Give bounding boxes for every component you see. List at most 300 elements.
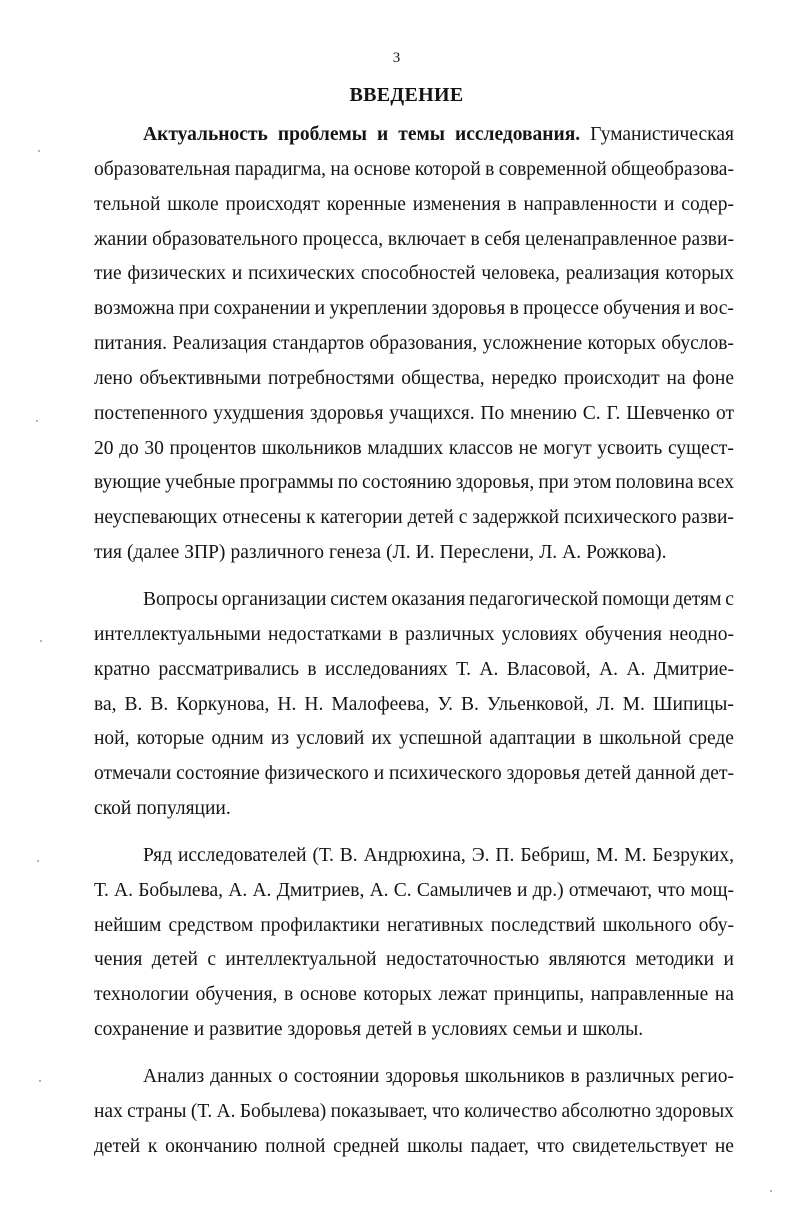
word: Шипицы- [652,693,734,715]
word: школы [407,1135,463,1157]
word: вующие [94,472,161,494]
word: чения [94,949,143,971]
word: А. [228,879,248,901]
scan-speck [36,420,38,422]
word: классов [448,437,513,459]
text-line [94,618,734,653]
word: процесса, [302,228,384,250]
word: др.) [532,879,564,901]
word: коренные [326,193,406,215]
word: А. [114,879,134,901]
word: на [666,367,686,389]
text-line [94,874,734,909]
paragraph [94,583,734,827]
text-line [94,1130,734,1165]
word: здоровья [309,402,384,424]
text-line [94,583,734,618]
text-line [94,188,734,223]
word: школе [167,193,219,215]
word: организации [221,588,327,610]
word: всех [697,472,734,494]
word: потребностями [267,367,395,389]
word: детям [673,588,722,610]
word: Реализация [172,333,268,355]
word: нейшим [94,914,162,936]
word: регио- [680,1065,734,1087]
word: состоянию [362,472,452,494]
word: в [388,623,399,645]
word: семьи [512,1019,562,1041]
word: страны [127,1100,187,1122]
word: школьников [261,437,362,459]
word: не [518,437,538,459]
word: интеллектуальными [94,623,261,645]
paragraph-gap [94,571,734,583]
word: что [536,1135,565,1157]
text-line [94,223,734,258]
text-line [94,292,734,327]
text-line [94,1013,734,1048]
word: абсолютно [561,1100,652,1122]
word: содер- [681,193,734,215]
word: 20 [94,437,114,459]
word: ЗПР) [184,542,226,564]
word: сохранение [94,1019,189,1041]
word: в [485,158,495,180]
word: современной [498,158,607,180]
word: возможна [94,298,175,320]
word: детей [584,763,632,785]
word: различных [585,1065,675,1087]
word: недостаточностью [386,949,540,971]
word: В. [460,693,479,715]
word: Бобылева) [239,1100,327,1122]
word: физического [264,763,369,785]
word: (Т. [190,1100,213,1122]
word: парадигма, [234,158,327,180]
word: и [723,949,734,971]
word: общеобразова- [611,158,734,180]
word: помощи [602,588,670,610]
word: в [307,658,317,680]
word: психического [388,763,502,785]
word: оказания [391,588,466,610]
word: тия [94,542,122,564]
text-line [94,653,734,688]
word: А. [216,1100,236,1122]
word: при [178,298,210,320]
word: А. [479,658,499,680]
word: реализация [565,263,660,285]
word: которые [136,728,205,750]
text-line [94,327,734,362]
word: Власовой, [506,658,591,680]
word: обучения [603,298,681,320]
word: питания. [94,333,168,355]
word: категории [320,507,403,529]
word: направленные [590,984,709,1006]
word: состояние [176,763,260,785]
word: ва, [94,693,117,715]
word: Безруких, [652,844,734,866]
word: по [337,472,358,494]
word: технологии [94,984,189,1006]
word: тельной [94,193,161,215]
word: условиях [431,1019,508,1041]
text-line [94,257,734,292]
word: психических [248,263,356,285]
word: Н. [304,693,324,715]
word: здоровья, [455,472,535,494]
word: и [231,263,243,285]
word: и [664,193,675,215]
word: детей [151,949,198,971]
word: Т. [94,879,109,901]
word: детей [94,1135,141,1157]
word: Анализ [143,1065,205,1087]
word: (Т. [312,844,334,866]
word: А. [599,658,619,680]
word: с [725,588,734,610]
word: постепенного [94,402,208,424]
text-line [94,978,734,1013]
word: Андрюхина, [363,844,466,866]
word: окончанию [165,1135,258,1157]
word: генеза [328,542,382,564]
word: С. [582,402,601,424]
word: Актуальность [143,124,268,145]
word: исследователей [177,844,307,866]
word: школьного [602,914,692,936]
word: в [570,1065,580,1087]
word: Э. [471,844,490,866]
word: ской [94,798,132,820]
word: Малофеева, [331,693,430,715]
word: Л. [596,693,615,715]
word: и [193,1019,205,1041]
word: и [373,763,385,785]
text-line [94,792,734,827]
word: здоровья [431,298,506,320]
word: успешной [398,728,483,750]
text-line [94,1060,734,1095]
word: средством [168,914,254,936]
word: В. [150,693,169,715]
scan-speck [40,640,42,642]
word: отмечают, [568,879,653,901]
word: различного [230,542,324,564]
word: здоровья [385,1065,459,1087]
word: М. [622,693,645,715]
word: к [305,507,316,529]
word: последствий [490,914,596,936]
word: Ульенковой, [486,693,589,715]
word: и [684,298,696,320]
word: Вопросы [143,588,218,610]
word: Рожкова). [586,542,667,564]
word: М. [596,844,619,866]
word: негативных [386,914,484,936]
word: программы [239,472,334,494]
word: этом [573,472,612,494]
word: психического [563,507,677,529]
word: 30 [144,437,164,459]
word: тие [94,263,122,285]
word: А. [626,658,646,680]
word: способностей [360,263,476,285]
word: здоровых [655,1100,734,1122]
paragraph [94,1060,734,1165]
word: Г. [606,402,621,424]
word: происходят [225,193,320,215]
word: усвоить [597,437,663,459]
word: младших [367,437,444,459]
word: основе [299,984,357,1006]
word: А. [562,542,582,564]
word: фоне [692,367,734,389]
word: о [278,1065,289,1087]
word: состоянии [293,1065,380,1087]
word: количество [464,1100,558,1122]
word: Л. [539,542,558,564]
word: отмечали [94,763,172,785]
word: Бобылева, [138,879,224,901]
word: Переслени, [439,542,535,564]
word: половина [615,472,694,494]
word: с [207,949,216,971]
word: что [657,879,686,901]
word: разви- [681,507,734,529]
word: себя [484,228,521,250]
word: на [330,158,350,180]
text-line [94,153,734,188]
word: из [270,728,290,750]
word: лено [94,367,133,389]
word: полной [265,1135,326,1157]
word: происходит [563,367,660,389]
word: Коркунова, [176,693,270,715]
word: школы. [582,1019,644,1041]
word: основе [353,158,411,180]
word: отнесены [222,507,302,529]
word: физических [127,263,226,285]
word: данной [635,763,696,785]
word: могут [543,437,592,459]
word: здоровья [287,1019,362,1041]
word: усложнение [482,333,583,355]
word: здоровья [506,763,581,785]
word: образования, [369,333,478,355]
word: которых [665,263,734,285]
word: условиях [501,623,578,645]
text-line [94,432,734,467]
word: По [480,402,505,424]
word: которых [363,984,432,1006]
word: нах [94,1100,123,1122]
word: У. [437,693,453,715]
word: исследования. [454,124,581,145]
word: укреплении [329,298,428,320]
word: Дмитрие- [653,658,734,680]
word: (Л. [386,542,411,564]
word: темы [398,124,445,145]
paragraph [94,839,734,1048]
page-title: ВВЕДЕНИЕ [349,84,464,106]
word: свидетельствует [572,1135,708,1157]
word: мощ- [690,879,734,901]
word: В. [339,844,358,866]
word: в [507,193,517,215]
word: в [470,228,480,250]
word: изменения [412,193,501,215]
word: А. [252,879,272,901]
word: ухудшения [213,402,305,424]
word: школьной [599,728,682,750]
word: образовательного [152,228,298,250]
word: включает [387,228,466,250]
word: данных [210,1065,273,1087]
word: процентов [169,437,257,459]
word: А. [369,879,389,901]
page-number: 3 [392,50,401,66]
word: М. [624,844,647,866]
word: Шевченко [626,402,711,424]
word: которых [587,333,657,355]
word: являются [548,949,626,971]
word: целенаправленное [524,228,677,250]
word: одним [211,728,264,750]
word: Н. [277,693,297,715]
word: не [714,1135,734,1157]
word: рассматривались [158,658,299,680]
word: в [417,1019,427,1041]
text-line [94,722,734,757]
word: нередко [491,367,557,389]
text-line [94,757,734,792]
word: от [715,402,734,424]
scan-speck [37,860,39,862]
word: которой [414,158,481,180]
word: вос- [699,298,734,320]
word: разви- [681,228,734,250]
word: С. [393,879,412,901]
word: общества, [401,367,485,389]
text-line [94,397,734,432]
word: процессе [523,298,599,320]
scan-speck [770,1190,772,1192]
word: образовательная [94,158,231,180]
word: их [371,728,392,750]
word: на [714,984,734,1006]
word: лежат [438,984,488,1006]
word: Самыличев [416,879,512,901]
word: обучения, [195,984,278,1006]
word: показывает, [330,1100,428,1122]
word: мнению [510,402,577,424]
word: Дмитриев, [276,879,365,901]
word: в [509,298,519,320]
word: (далее [126,542,180,564]
word: профилактики [260,914,380,936]
word: школьников [464,1065,565,1087]
word: обуслов- [661,333,734,355]
word: среде [688,728,734,750]
word: и [567,1019,578,1041]
text-line [94,943,734,978]
word: неодно- [669,623,734,645]
text-line [94,501,734,536]
word: что [431,1100,460,1122]
word: П. [495,844,515,866]
word: исследованиях [325,658,448,680]
word: адаптации [489,728,576,750]
text-line [94,118,734,153]
word: проблемы [277,124,368,145]
word: ной, [94,728,130,750]
word: человека, [481,263,560,285]
word: неуспевающих [94,507,218,529]
word: учащихся. [389,402,475,424]
text-line [94,362,734,397]
scan-speck [38,150,40,152]
word: задержкой [472,507,560,529]
word: учебные [165,472,236,494]
word: И. [415,542,435,564]
word: обучения [584,623,662,645]
word: сущест- [667,437,734,459]
word: популяции. [136,798,231,820]
paragraph-gap [94,827,734,839]
word: методики [635,949,715,971]
word: средней [333,1135,400,1157]
word: дет- [700,763,734,785]
word: и [517,879,528,901]
text-line [94,909,734,944]
word: различных [405,623,495,645]
word: обу- [698,914,734,936]
text-line [94,536,734,571]
word: жании [94,228,148,250]
word: в [582,728,592,750]
word: интеллектуальной [225,949,377,971]
word: объективными [139,367,262,389]
word: детей [366,1019,413,1041]
word: в [284,984,294,1006]
word: стандартов [272,333,365,355]
word: и [377,124,389,145]
word: к [147,1135,158,1157]
word: развитие [209,1019,283,1041]
text-line [94,466,734,501]
text-line [94,839,734,874]
scan-speck [39,1080,41,1082]
word: падает, [470,1135,529,1157]
word: педагогической [468,588,599,610]
paragraph-gap [94,1048,734,1060]
word: сохранении [213,298,311,320]
word: детей [407,507,454,529]
text-line [94,1095,734,1130]
word: направленности [523,193,658,215]
word: систем [330,588,388,610]
word: до [119,437,139,459]
word: и [314,298,326,320]
word: условий [296,728,365,750]
word: кратно [94,658,151,680]
word: при [538,472,569,494]
paragraph [94,118,734,571]
word: В. [124,693,143,715]
